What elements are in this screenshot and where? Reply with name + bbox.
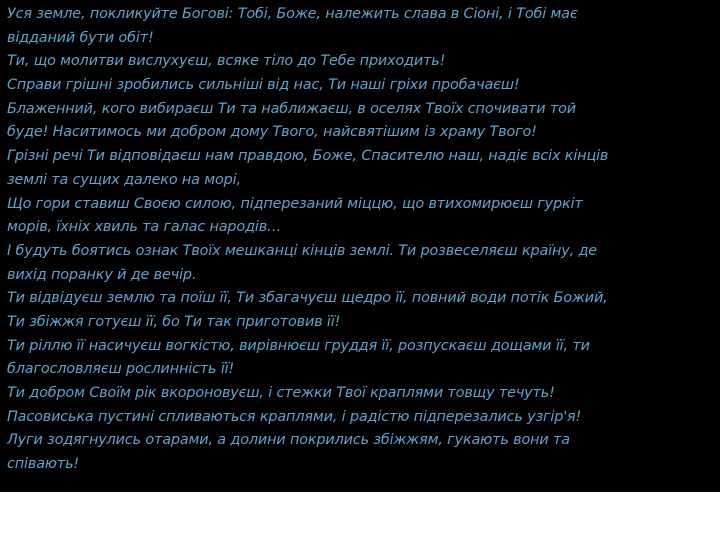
- text-line: Ти ріллю її насичуєш вогкістю, вирівнюєш груддя її, розпускаєш дощами її, ти: [7, 337, 590, 354]
- text-line: Уся земле, покликуйте Богові: Тобі, Боже, належить слава в Сіоні, і Тобі має: [7, 6, 578, 22]
- text-line: Блаженний, кого вибираєш Ти та наближаєш, в оселях Твоїх спочивати той: [7, 100, 576, 117]
- text-line: Луги зодягнулись отарами, а долини покрились збіжжям, гукають вони та: [7, 432, 570, 449]
- page-margin: [0, 492, 720, 540]
- text-line: І будуть боятись ознак Твоїх мешканці кінців землі. Ти розвеселяєш країну, де: [7, 242, 597, 259]
- text-line: співають!: [7, 456, 80, 473]
- text-line: землі та сущих далеко на морі,: [7, 171, 241, 188]
- text-line: Ти відвідуєш землю та поїш її, Ти збагачуєш щедро її, повний води потік Божий,: [7, 290, 608, 307]
- text-line: Ти добром Своїм рік вкороновуєш, і стежки Твої краплями товщу течуть!: [7, 385, 555, 401]
- text-line: буде! Наситимось ми добром дому Твого, найсвятішим із храму Твого!: [7, 124, 537, 141]
- text-line: морів, їхніх хвиль та галас народів…: [7, 219, 282, 236]
- psalm-text: [7, 3, 715, 477]
- text-line: Грізні речі Ти відповідаєш нам правдою, Боже, Спасителю наш, надіє всіх кінців: [7, 148, 609, 165]
- text-line: Справи грішні зробились сильніші від нас, Ти наші гріхи пробачаєш!: [7, 77, 520, 94]
- text-line: Що гори ставиш Своєю силою, підперезаний міццю, що втихомирюєш гуркіт: [7, 195, 583, 212]
- text-line: Пасовиська пустині спливаються краплями, і радістю підперезались узгір'я!: [7, 408, 582, 425]
- text-line: благословляєш рослинність її!: [7, 361, 235, 378]
- text-line: Ти, що молитви вислухуєш, всяке тіло до Тебе приходить!: [7, 53, 446, 70]
- text-line: Ти збіжжя готуєш її, бо Ти так приготовив її!: [7, 313, 341, 330]
- text-line: вихід поранку й де вечір.: [7, 266, 197, 283]
- text-line: відданий бути обіт!: [7, 29, 154, 46]
